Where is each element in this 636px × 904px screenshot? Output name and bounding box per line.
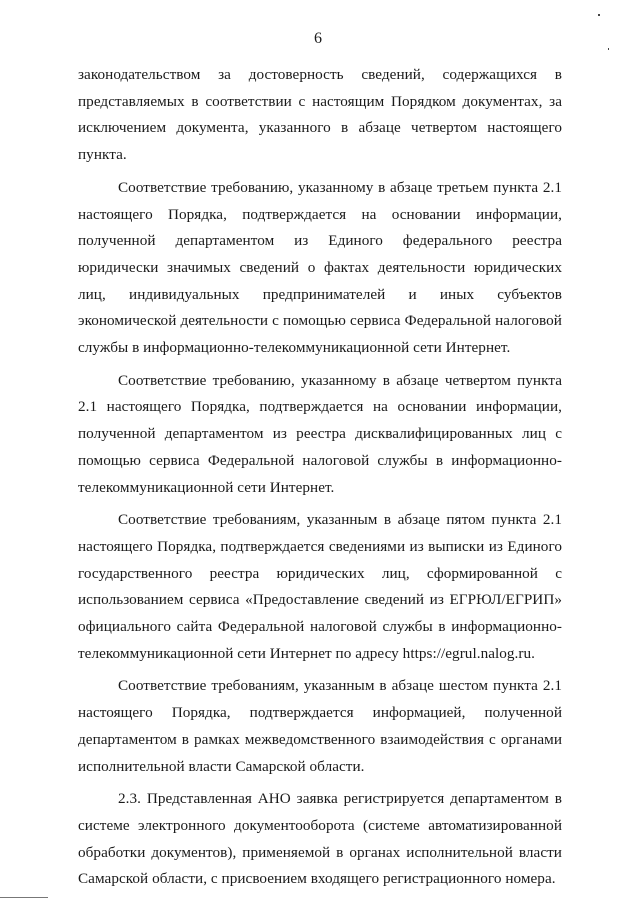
page-number: 6 xyxy=(314,30,322,47)
paragraph-requirement-fifth: Соответствие требованиям, указанным в абзаце пятом пункта 2.1 настоящего Порядка, подтверждается сведениями из выписки из Единого государственного реестра юридических лиц, сформированной с использованием сервиса «Предоставление сведений из ЕГРЮЛ/ЕГРИП» официального сайта Федеральной налоговой службы в информационно-телекоммуникационной сети Интернет по адресу https://egrul.nalog.ru. xyxy=(78,511,562,662)
paragraph-section-2-3: 2.3. Представленная АНО заявка регистрируется департаментом в системе электронного документооборота (системе автоматизированной обработки документов), применяемой в органах исполнительной власти Самарской области, с присвоением входящего регистрационного номера. xyxy=(78,790,562,888)
scan-speck xyxy=(598,14,600,16)
paragraph-continuation: законодательством за достоверность сведений, содержащихся в представляемых в соответствии с настоящим Порядком документах, за исключением документа, указанного в абзаце четвертом настоящего пункта. xyxy=(78,66,562,164)
paragraph-requirement-sixth: Соответствие требованиям, указанным в абзаце шестом пункта 2.1 настоящего Порядка, подтверждается информацией, полученной департаментом в рамках межведомственного взаимодействия с органами исполнительной власти Самарской области. xyxy=(78,677,562,775)
scan-edge-line xyxy=(0,897,48,898)
document-body xyxy=(78,62,562,899)
scan-speck xyxy=(608,48,609,50)
paragraph-requirement-third: Соответствие требованию, указанному в абзаце третьем пункта 2.1 настоящего Порядка, подтверждается на основании информации, полученной департаментом из Единого федерального реестра юридически значимых сведений о фактах деятельности юридических лиц, индивидуальных предпринимателей и иных субъектов экономической деятельности с помощью сервиса Федеральной налоговой службы в информационно-телекоммуникационной сети Интернет. xyxy=(78,178,562,357)
paragraph-requirement-fourth: Соответствие требованию, указанному в абзаце четвертом пункта 2.1 настоящего Порядка, подтверждается на основании информации, полученной департаментом из реестра дисквалифицированных лиц с помощью сервиса Федеральной налоговой службы в информационно-телекоммуникационной сети Интернет. xyxy=(78,371,562,496)
